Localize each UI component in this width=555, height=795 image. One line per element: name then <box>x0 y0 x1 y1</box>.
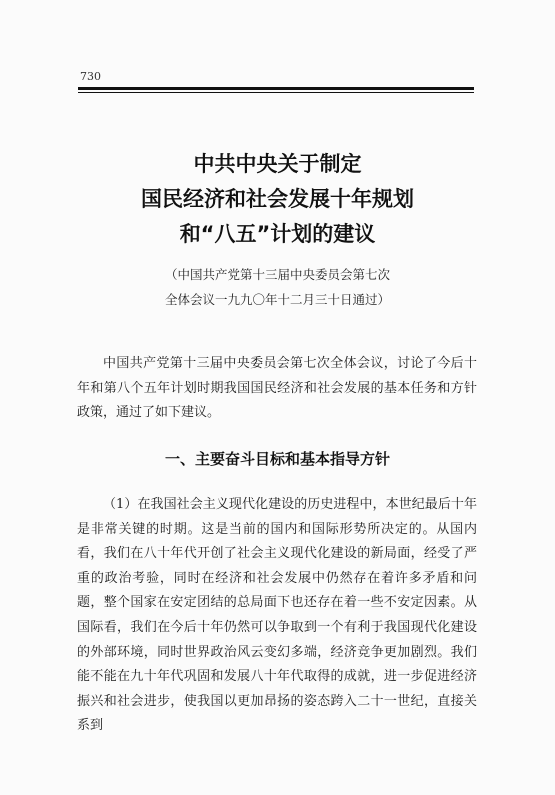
intro-paragraph <box>77 352 477 426</box>
section-paragraph-text: （1）在我国社会主义现代化建设的历史进程中，本世纪最后十年是非常关键的时期。这是当前的国内和国际形势所决定的。从国内看，我们在八十年代开创了社会主义现代化建设的新局面，经受了严重的政治考验，同时在经济和社会发展中仍然存在着许多矛盾和问题，整个国家在安定团结的总局面下也还存在着一些不安定因素。从国际看，我们在今后十年仍然可以争取到一个有利于我国现代化建设的外部环境，同时世界政治风云变幻多端，经济竞争更加剧烈。我们能不能在九十年代巩固和发展八十年代取得的成就，进一步促进经济振兴和社会进步，使我国以更加昂扬的姿态跨入二十一世纪，直接关系到 <box>77 497 477 734</box>
title-line-2: 国民经济和社会发展十年规划 <box>141 187 414 211</box>
title-line-1: 中共中央关于制定 <box>193 152 362 176</box>
adoption-note <box>0 262 555 312</box>
page-number: 730 <box>80 70 101 83</box>
adoption-note-line-1: （中国共产党第十三届中央委员会第七次 <box>164 267 390 282</box>
adoption-note-line-2: 全体会议一九九〇年十二月三十日通过） <box>164 292 390 307</box>
section-paragraph <box>77 493 477 739</box>
document-title <box>0 147 555 252</box>
title-line-3: 和“八五”计划的建议 <box>179 222 376 246</box>
intro-paragraph-text: 中国共产党第十三届中央委员会第七次全体会议，讨论了今后十年和第八个五年计划时期我国国民经济和社会发展的基本任务和方针政策，通过了如下建议。 <box>77 356 477 421</box>
section-heading: 一、主要奋斗目标和基本指导方针 <box>164 450 390 468</box>
header-rule-thin <box>78 92 474 93</box>
header-rule-thick <box>78 87 474 90</box>
